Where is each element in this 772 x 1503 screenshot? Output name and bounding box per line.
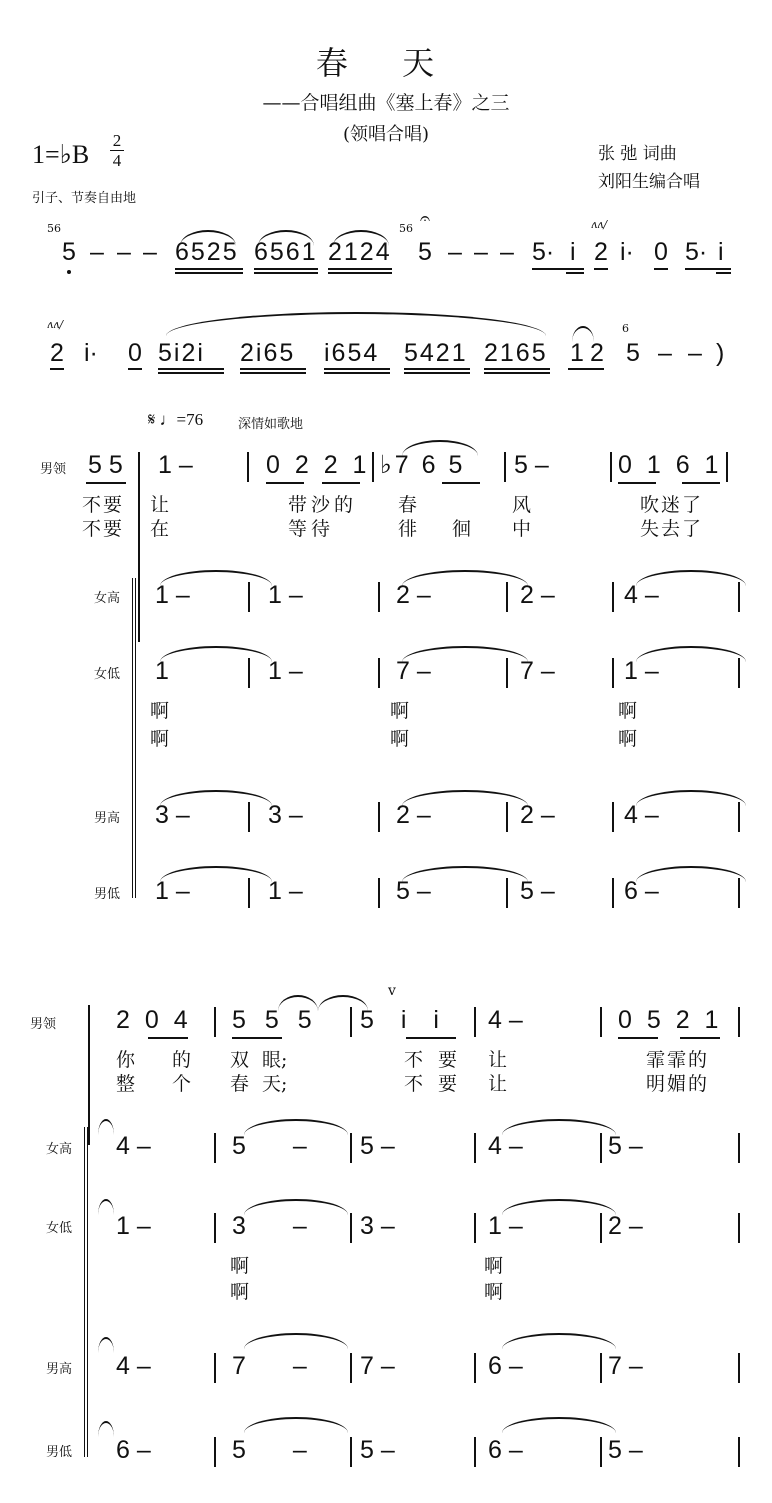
note-group: 6561 — [254, 238, 318, 266]
lyric: 眼; — [262, 1049, 288, 1071]
section-1 — [0, 410, 772, 970]
measure: 5 – — [360, 1132, 395, 1160]
lyric: 带沙的 — [288, 494, 358, 516]
part-label-lead: 男领 — [40, 462, 67, 477]
grace-notes: 56 — [47, 222, 61, 235]
measure: 0 1 6 1 — [618, 451, 723, 479]
dash: – — [117, 238, 131, 266]
note-group: 2165 — [484, 339, 548, 367]
measure: 4 – — [116, 1132, 151, 1160]
measure: 1 – — [155, 877, 190, 905]
lyric: 等待 — [288, 518, 335, 540]
lyric: 个 — [172, 1073, 192, 1095]
song-title: 春 天 — [315, 44, 457, 82]
lyric: 失去了 — [640, 518, 704, 540]
measure: 6 – — [116, 1436, 151, 1464]
measure: 4 – — [624, 581, 659, 609]
measure: 7 – — [608, 1352, 643, 1380]
composer-credit: 张 弛 词曲 — [598, 144, 677, 164]
lyric: 让 — [488, 1049, 508, 1071]
note: i — [718, 238, 724, 266]
measure: 6 – — [488, 1436, 523, 1464]
note: i — [570, 238, 576, 266]
trill-icon: ʌʌ/ — [47, 318, 64, 331]
measure: 1 – — [268, 877, 303, 905]
lyric: 徘 — [398, 518, 418, 540]
measure: 1 – — [116, 1212, 151, 1240]
intro-label: 引子、节奏自由地 — [32, 191, 137, 206]
part-label-lead: 男领 — [30, 1017, 57, 1032]
dash: – — [143, 238, 157, 266]
dash: – — [658, 339, 672, 367]
measure: 4 – — [116, 1352, 151, 1380]
section-2 — [0, 975, 772, 1503]
measure: 2 – — [396, 801, 431, 829]
part-label-bass: 男低 — [46, 1445, 73, 1460]
performance-note: (领唱合唱) — [342, 124, 430, 145]
part-label-bass: 男低 — [94, 887, 121, 902]
note: 1 — [570, 339, 584, 367]
lyric: 不 — [404, 1049, 424, 1071]
lyric: 在 — [150, 518, 170, 540]
intro-line-1 — [0, 210, 772, 290]
note: 5· — [685, 238, 708, 266]
lyric: 啊 — [150, 728, 170, 750]
measure: 5 – — [232, 1436, 327, 1464]
measure: 1 – — [158, 451, 193, 479]
credits — [598, 140, 700, 196]
lyric: 双 — [230, 1049, 250, 1071]
note: 2 — [590, 339, 604, 367]
measure: 4 – — [624, 801, 659, 829]
note: 2 — [50, 339, 64, 367]
lyric: 让 — [150, 494, 170, 516]
measure: 7 – — [360, 1352, 395, 1380]
dash: – — [688, 339, 702, 367]
measure: 6 – — [488, 1352, 523, 1380]
part-label-tenor: 男高 — [46, 1362, 73, 1377]
measure: 3 – — [360, 1212, 395, 1240]
measure: 7 – — [520, 657, 555, 685]
key-signature: 1=♭B — [32, 140, 90, 169]
measure: 5 – — [520, 877, 555, 905]
pickup: 5 5 — [88, 451, 123, 479]
dash: – — [474, 238, 488, 266]
measure: 7 – — [396, 657, 431, 685]
note-group: 2124 — [328, 238, 392, 266]
measure: 5 i i — [360, 1006, 449, 1034]
measure: 1 – — [488, 1212, 523, 1240]
measure: 0 5 2 1 — [618, 1006, 723, 1034]
part-label-alto: 女低 — [46, 1221, 73, 1236]
song-subtitle: ——合唱组曲《塞上春》之三 — [262, 92, 510, 114]
note-group: 2i65 — [240, 339, 296, 367]
measure: 1 – — [155, 581, 190, 609]
measure: 2 – — [520, 581, 555, 609]
measure: 4 – — [488, 1006, 523, 1034]
lyric: 啊 — [390, 700, 410, 722]
grace-note: 6 — [622, 322, 629, 335]
measure: 5 – — [608, 1436, 643, 1464]
measure: 4 – — [488, 1132, 523, 1160]
measure: 5 – — [608, 1132, 643, 1160]
lyric: 啊 — [618, 728, 638, 750]
lyric: 啊 — [484, 1255, 504, 1277]
lyric: 啊 — [150, 700, 170, 722]
tempo-mark: 𝄋 ♩=76 — [148, 410, 204, 429]
measure: 5 – — [360, 1436, 395, 1464]
note: 0 — [654, 238, 668, 266]
note: 5· — [532, 238, 555, 266]
lyric: 不要 — [82, 518, 125, 540]
lyric: 让 — [488, 1073, 508, 1095]
measure: 1 – — [268, 581, 303, 609]
measure: 3 – — [232, 1212, 327, 1240]
measure: 5 – — [514, 451, 549, 479]
lyric: 要 — [438, 1073, 458, 1095]
part-label-soprano: 女高 — [46, 1142, 73, 1157]
lyric: 中 — [512, 518, 532, 540]
note: 5 — [418, 238, 432, 266]
measure: 2 0 4 — [116, 1006, 192, 1034]
lyric: 春 — [230, 1073, 250, 1095]
fermata-icon: 𝄐 — [420, 208, 431, 229]
measure: 2 – — [608, 1212, 643, 1240]
measure: 7 – — [232, 1352, 327, 1380]
note-group: 5i2i — [158, 339, 205, 367]
lyric: 啊 — [230, 1281, 250, 1303]
measure: 0 2 2 1 — [266, 451, 371, 479]
measure: 6 – — [624, 877, 659, 905]
grace-notes: 56 — [399, 222, 413, 235]
note: 5 — [62, 238, 76, 266]
lyric: 啊 — [484, 1281, 504, 1303]
time-signature: 2 4 — [110, 132, 124, 169]
part-label-soprano: 女高 — [94, 591, 121, 606]
note-group: 5421 — [404, 339, 468, 367]
note-group: 6525 — [175, 238, 239, 266]
measure: 3 – — [268, 801, 303, 829]
lyric: 要 — [438, 1049, 458, 1071]
lyric: 不 — [404, 1073, 424, 1095]
measure: 1 — [155, 657, 169, 685]
intro-line-2 — [0, 300, 772, 380]
note: 5 — [626, 339, 640, 367]
breath-mark: v — [388, 983, 396, 999]
measure: 3 – — [155, 801, 190, 829]
note: i· — [84, 339, 98, 367]
lyric: 春 — [398, 494, 418, 516]
measure: 2 – — [396, 581, 431, 609]
part-label-tenor: 男高 — [94, 811, 121, 826]
note: 0 — [128, 339, 142, 367]
lyric: 徊 — [452, 518, 472, 540]
lyric: 风 — [512, 494, 532, 516]
dash: – — [90, 238, 104, 266]
part-label-alto: 女低 — [94, 667, 121, 682]
lyric: 啊 — [230, 1255, 250, 1277]
measure: ♭7 6 5 — [380, 451, 466, 479]
lyric: 明媚的 — [646, 1073, 710, 1095]
dash: – — [500, 238, 514, 266]
lyric: 整 — [116, 1073, 136, 1095]
measure: 5 – — [396, 877, 431, 905]
lyric: 天; — [262, 1073, 288, 1095]
expression-mark: 深情如歌地 — [238, 417, 304, 432]
note-group: i654 — [324, 339, 380, 367]
lyric: 不要 — [82, 494, 125, 516]
measure: 1 – — [268, 657, 303, 685]
trill-icon: ʌʌ/ — [591, 218, 608, 231]
note: i· — [620, 238, 634, 266]
measure: 5 5 5 — [232, 1006, 318, 1034]
lyric: 啊 — [618, 700, 638, 722]
lyric: 吹迷了 — [640, 494, 704, 516]
lyric: 你 — [116, 1049, 136, 1071]
measure: 5 – — [232, 1132, 327, 1160]
lyric: 的 — [172, 1049, 192, 1071]
note: 2 — [594, 238, 608, 266]
arranger-credit: 刘阳生编合唱 — [598, 172, 700, 192]
dash: – — [448, 238, 462, 266]
close-paren: ) — [716, 339, 725, 367]
measure: 2 – — [520, 801, 555, 829]
lyric: 霏霏的 — [646, 1049, 710, 1071]
measure: 1 – — [624, 657, 659, 685]
lyric: 啊 — [390, 728, 410, 750]
